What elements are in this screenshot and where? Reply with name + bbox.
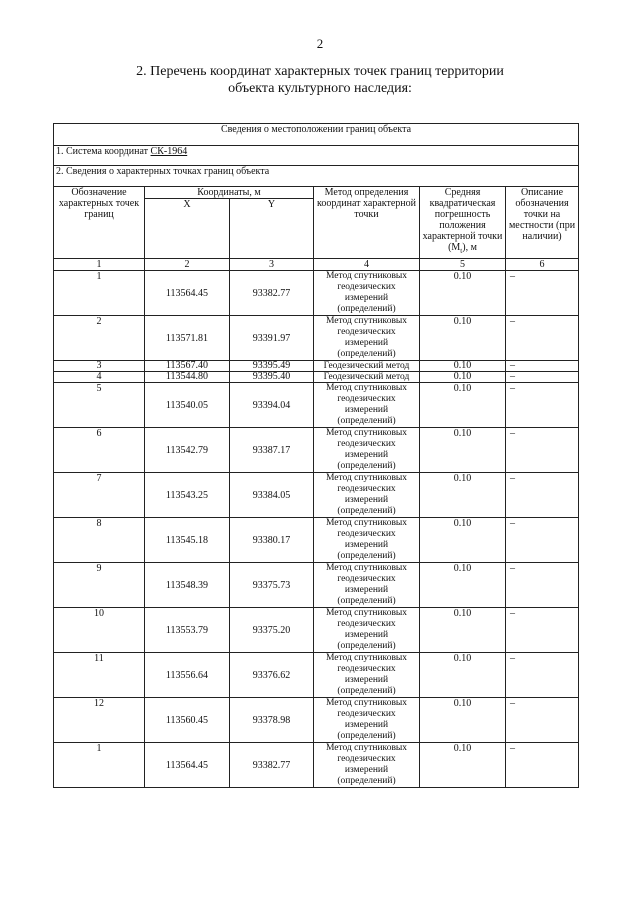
y-cell: 93394.04	[230, 383, 314, 428]
x-cell: 113560.45	[145, 698, 230, 743]
y-cell: 93378.98	[230, 698, 314, 743]
point-cell: 1	[54, 743, 145, 788]
description-cell: –	[506, 608, 579, 653]
method-cell: Метод спутниковых геодезических измерений (определений)	[314, 473, 420, 518]
heading-line-1: 2. Перечень координат характерных точек границ территории	[136, 64, 504, 79]
column-number-5: 5	[420, 259, 506, 271]
point-cell: 7	[54, 473, 145, 518]
point-cell: 6	[54, 428, 145, 473]
y-cell: 93382.77	[230, 271, 314, 316]
page-number: 2	[316, 36, 324, 51]
method-cell: Метод спутниковых геодезических измерений (определений)	[314, 653, 420, 698]
header-x: X	[145, 199, 230, 259]
y-cell: 93395.49	[230, 361, 314, 372]
y-cell: 93387.17	[230, 428, 314, 473]
description-cell: –	[506, 473, 579, 518]
x-cell: 113556.64	[145, 653, 230, 698]
point-cell: 4	[54, 372, 145, 383]
description-cell: –	[506, 653, 579, 698]
x-cell: 113543.25	[145, 473, 230, 518]
y-cell: 93395.40	[230, 372, 314, 383]
x-cell: 113553.79	[145, 608, 230, 653]
header-description: Описание обозначения точки на местности (при наличии)	[506, 187, 579, 259]
error-cell: 0.10	[420, 653, 506, 698]
coord-system-value: СК-1964	[150, 146, 188, 157]
method-cell: Метод спутниковых геодезических измерений (определений)	[314, 428, 420, 473]
method-cell: Метод спутниковых геодезических измерений (определений)	[314, 518, 420, 563]
table-row	[54, 372, 579, 383]
y-cell: 93376.62	[230, 653, 314, 698]
y-cell: 93375.20	[230, 608, 314, 653]
column-number-4: 4	[314, 259, 420, 271]
table-row	[54, 361, 579, 372]
error-cell: 0.10	[420, 383, 506, 428]
table-row	[54, 653, 579, 698]
y-cell: 93375.73	[230, 563, 314, 608]
method-cell: Метод спутниковых геодезических измерений (определений)	[314, 316, 420, 361]
table-row	[54, 563, 579, 608]
heading-line-2: объекта культурного наследия:	[228, 81, 412, 96]
description-cell: –	[506, 361, 579, 372]
description-cell: –	[506, 428, 579, 473]
method-cell: Метод спутниковых геодезических измерений (определений)	[314, 563, 420, 608]
error-cell: 0.10	[420, 316, 506, 361]
x-cell: 113564.45	[145, 271, 230, 316]
point-cell: 12	[54, 698, 145, 743]
method-cell: Геодезический метод	[314, 361, 420, 372]
header-y: Y	[230, 199, 314, 259]
header-point-designation: Обозначение характерных точек границ	[54, 187, 145, 259]
x-cell: 113564.45	[145, 743, 230, 788]
header-coordinates: Координаты, м	[145, 187, 314, 199]
error-cell: 0.10	[420, 518, 506, 563]
x-cell: 113544.80	[145, 372, 230, 383]
table-row	[54, 428, 579, 473]
header-method: Метод определения координат характерной точки	[314, 187, 420, 259]
header-error: Средняя квадратическая погрешность положения характерной точки $(M_t)$, м	[420, 187, 506, 259]
column-number-6: 6	[506, 259, 579, 271]
point-cell: 8	[54, 518, 145, 563]
table-row	[54, 316, 579, 361]
y-cell: 93384.05	[230, 473, 314, 518]
x-cell: 113571.81	[145, 316, 230, 361]
column-number-3: 3	[230, 259, 314, 271]
x-cell: 113545.18	[145, 518, 230, 563]
column-number-1: 1	[54, 259, 145, 271]
coord-system-label: 1. Система координат	[56, 146, 151, 157]
error-cell: 0.10	[420, 473, 506, 518]
description-cell: –	[506, 271, 579, 316]
method-cell: Метод спутниковых геодезических измерений (определений)	[314, 743, 420, 788]
y-cell: 93380.17	[230, 518, 314, 563]
table-row	[54, 271, 579, 316]
error-cell: 0.10	[420, 563, 506, 608]
description-cell: –	[506, 372, 579, 383]
point-cell: 2	[54, 316, 145, 361]
error-cell: 0.10	[420, 271, 506, 316]
x-cell: 113540.05	[145, 383, 230, 428]
error-cell: 0.10	[420, 698, 506, 743]
error-cell: 0.10	[420, 428, 506, 473]
method-cell: Метод спутниковых геодезических измерений (определений)	[314, 698, 420, 743]
point-cell: 9	[54, 563, 145, 608]
x-cell: 113548.39	[145, 563, 230, 608]
method-cell: Метод спутниковых геодезических измерений (определений)	[314, 383, 420, 428]
description-cell: –	[506, 563, 579, 608]
point-cell: 1	[54, 271, 145, 316]
document-heading	[60, 63, 580, 97]
description-cell: –	[506, 383, 579, 428]
description-cell: –	[506, 743, 579, 788]
description-cell: –	[506, 698, 579, 743]
point-cell: 11	[54, 653, 145, 698]
description-cell: –	[506, 518, 579, 563]
table-row	[54, 383, 579, 428]
method-cell: Метод спутниковых геодезических измерений (определений)	[314, 271, 420, 316]
table-row	[54, 473, 579, 518]
description-cell: –	[506, 316, 579, 361]
table-row	[54, 608, 579, 653]
point-cell: 10	[54, 608, 145, 653]
y-cell: 93391.97	[230, 316, 314, 361]
error-cell: 0.10	[420, 608, 506, 653]
coord-system-row	[54, 146, 579, 166]
method-cell: Геодезический метод	[314, 372, 420, 383]
error-cell: 0.10	[420, 361, 506, 372]
y-cell: 93382.77	[230, 743, 314, 788]
coordinates-table	[53, 123, 579, 788]
x-cell: 113567.40	[145, 361, 230, 372]
table-title: Сведения о местоположении границ объекта	[54, 124, 579, 146]
x-cell: 113542.79	[145, 428, 230, 473]
table-row	[54, 518, 579, 563]
points-info-label: 2. Сведения о характерных точках границ объекта	[54, 166, 579, 187]
point-cell: 3	[54, 361, 145, 372]
table-row	[54, 698, 579, 743]
error-cell: 0.10	[420, 372, 506, 383]
column-number-2: 2	[145, 259, 230, 271]
error-cell: 0.10	[420, 743, 506, 788]
method-cell: Метод спутниковых геодезических измерений (определений)	[314, 608, 420, 653]
table-row	[54, 743, 579, 788]
point-cell: 5	[54, 383, 145, 428]
